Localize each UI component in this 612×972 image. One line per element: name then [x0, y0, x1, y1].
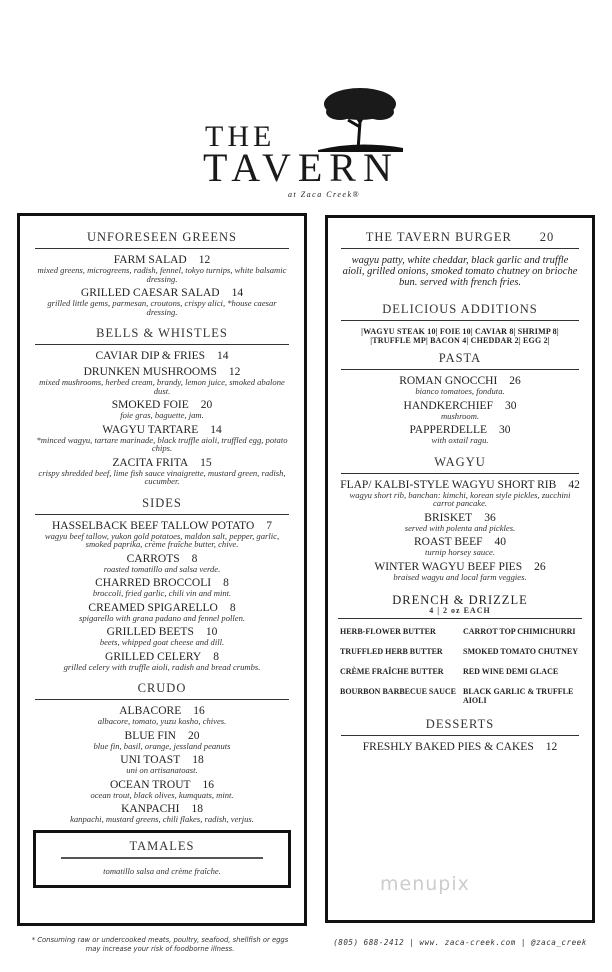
section-title: BELLS & WHISTLES	[35, 326, 289, 345]
item-name-row	[32, 521, 292, 532]
section-title: SIDES	[35, 496, 289, 515]
item-desc: mushroom.	[440, 410, 480, 421]
menu-item	[32, 578, 292, 598]
sauce-item: CRÈME FRAÎCHE BUTTER	[340, 667, 444, 676]
item-price: 30	[499, 424, 511, 436]
item-name: FARM SALAD	[113, 254, 187, 266]
item-desc: wagyu short rib, banchan: kimchi, korean style pickles, zucchini carrot pancake.	[349, 489, 571, 508]
menu-item	[338, 376, 582, 396]
item-name: CAVIAR DIP & FRIES	[95, 350, 206, 362]
item-name-row	[32, 780, 292, 791]
tamales-box	[33, 830, 291, 889]
sauce-item: RED WINE DEMI GLACE	[463, 667, 559, 676]
logo-the: THE	[205, 120, 276, 153]
menu-item	[338, 562, 582, 582]
logo	[200, 80, 400, 205]
section-title: WAGYU	[341, 455, 579, 474]
menu-item	[32, 521, 292, 549]
section-title: TAMALES	[61, 839, 263, 859]
item-desc: spigarello with grana padano and fennel pollen.	[78, 612, 246, 623]
menu-item	[32, 780, 292, 800]
item-name: OCEAN TROUT	[109, 778, 191, 791]
item-name: SMOKED FOIE	[111, 399, 189, 411]
item-name-row	[32, 603, 292, 614]
item-desc: served with polenta and pickles.	[404, 522, 516, 533]
section-title: CRUDO	[35, 681, 289, 700]
logo-subtitle: at Zaca Creek®	[288, 190, 361, 199]
item-desc: crispy shredded beef, lime fish sauce vinaigrette, mustard green, radish, cucumber.	[38, 467, 286, 486]
item-price: 15	[200, 456, 212, 469]
item-name: FRESHLY BAKED PIES & CAKES	[362, 741, 534, 753]
menu-item	[32, 554, 292, 574]
item-name-row	[338, 562, 582, 573]
footnote: * Consuming raw or undercooked meats, poultry, seafood, shellfish or eggs may increase your risk of foodborne illness.	[31, 936, 289, 953]
item-name: FLAP/ KALBI-STYLE WAGYU SHORT RIB	[340, 478, 557, 491]
section-bells-whistles	[32, 326, 292, 486]
item-desc: mixed mushrooms, herbed cream, brandy, lemon juice, smoked abalone dust.	[39, 377, 285, 396]
section-title: DESSERTS	[341, 717, 579, 736]
sauce-item: CARROT TOP CHIMICHURRI	[463, 627, 576, 636]
item-name: WAGYU TARTARE	[102, 423, 199, 436]
item-name-row	[338, 513, 582, 524]
item-desc: blue fin, basil, orange, jessland peanuts	[93, 740, 231, 751]
item-desc: bianco tomatoes, fonduta.	[415, 386, 505, 396]
item-name-row	[32, 554, 292, 565]
item-name: KANPACHI	[121, 803, 180, 815]
menu-item	[338, 513, 582, 533]
item-desc: braised wagyu and local farm veggies.	[393, 571, 527, 582]
item-desc: uni on artisanatoast.	[126, 765, 198, 775]
item-name: CREAMED SPIGARELLO	[88, 601, 218, 614]
item-price: 40	[494, 536, 506, 548]
item-price: 8	[229, 601, 236, 614]
menu-item	[32, 351, 292, 362]
item-name: BRISKET	[424, 511, 473, 524]
menu-item	[32, 652, 292, 672]
item-price: 26	[534, 560, 546, 573]
right-menu-panel	[325, 215, 595, 923]
menu-item	[32, 706, 292, 726]
item-name: UNI TOAST	[120, 754, 181, 766]
menu-item	[32, 804, 292, 824]
item-desc: grilled little gems, parmesan, croutons, crispy alici, *house caesar dressing.	[47, 298, 277, 317]
item-name: DRUNKEN MUSHROOMS	[83, 366, 217, 378]
item-desc: roasted tomatillo and salsa verde.	[103, 563, 221, 574]
sauce-item: SMOKED TOMATO CHUTNEY	[463, 647, 578, 656]
burger-price: 20	[539, 230, 555, 244]
item-price: 12	[198, 254, 211, 266]
item-name-row	[32, 731, 292, 742]
logo-tavern: TAVERN	[203, 145, 399, 190]
item-name: GRILLED BEETS	[106, 626, 194, 638]
section-burger	[338, 230, 582, 288]
item-name-row	[32, 652, 292, 663]
item-price: 20	[200, 399, 213, 411]
drench-subtitle: 4 | 2 oz EACH	[338, 606, 582, 619]
item-price: 14	[217, 350, 229, 362]
section-drench	[338, 593, 582, 705]
item-name: HANDKERCHIEF	[403, 399, 493, 412]
item-desc: mixed greens, microgreens, radish, fennel, tokyo turnips, white balsamic dressing.	[37, 265, 287, 284]
left-menu-panel	[17, 213, 307, 926]
item-price: 18	[191, 803, 203, 815]
section-title	[341, 230, 579, 249]
menu-item	[32, 425, 292, 453]
sauce-item: BOURBON BARBECUE SAUCE	[340, 687, 457, 696]
burger-title: THE TAVERN BURGER	[365, 230, 512, 244]
menu-item	[32, 627, 292, 647]
item-name: BLUE FIN	[124, 729, 176, 742]
item-name-row	[32, 351, 292, 362]
item-name-row	[338, 401, 582, 412]
sauce-item: BLACK GARLIC & TRUFFLE AIOLI	[463, 687, 574, 705]
item-desc: *minced wagyu, tartare marinade, black truffle aioli, truffled egg, potato chips.	[36, 434, 288, 453]
section-title: UNFORESEEN GREENS	[35, 230, 289, 249]
item-name: CHARRED BROCCOLI	[95, 577, 212, 589]
menu-item	[32, 367, 292, 395]
item-price: 7	[266, 519, 273, 532]
item-price: 16	[193, 705, 205, 717]
item-name: GRILLED CAESAR SALAD	[80, 287, 220, 299]
item-price: 8	[213, 650, 219, 663]
sauce-list	[338, 623, 582, 705]
section-title: PASTA	[341, 351, 579, 370]
section-sides	[32, 496, 292, 672]
item-name: ALBACORE	[119, 705, 182, 717]
sauce-item: TRUFFLED HERB BUTTER	[340, 647, 443, 656]
menu-item	[32, 603, 292, 623]
item-desc: broccoli, fried garlic, chili vin and mint.	[92, 588, 232, 598]
item-price: 12	[545, 741, 558, 753]
section-title: DRENCH & DRIZZLE	[392, 593, 528, 607]
additions-line: |WAGYU STEAK 10| FOIE 10| CAVIAR 8| SHRIMP 8|	[361, 327, 559, 336]
item-name: HASSELBACK BEEF TALLOW POTATO	[51, 519, 255, 532]
item-name: ROMAN GNOCCHI	[399, 375, 498, 387]
item-desc: kanpachi, mustard greens, chili flakes, radish, verjus.	[70, 814, 254, 824]
section-additions	[338, 302, 582, 345]
section-desserts	[338, 717, 582, 753]
menu-item	[32, 400, 292, 420]
item-desc: ocean trout, black olives, kumquats, mint.	[90, 789, 234, 800]
item-price: 8	[191, 552, 198, 565]
menu-item	[338, 480, 582, 508]
additions-line: |TRUFFLE MP| BACON 4| CHEDDAR 2| EGG 2|	[370, 336, 550, 345]
item-desc: tomatillo salsa and crème fraîche.	[103, 865, 221, 876]
item-price: 14	[231, 287, 244, 299]
item-name-row	[338, 480, 582, 491]
item-price: 26	[509, 375, 521, 387]
item-price: 8	[223, 577, 229, 589]
contact-info: (805) 688-2412 | www. zaca-creek.com | @zaca_creek	[333, 938, 587, 947]
item-desc: wagyu beef tallow, yukon gold potatoes, maldon salt, pepper, garlic, smoked paprika, crème fraîche butter, chive.	[44, 530, 280, 549]
item-desc: grilled celery with truffle aioli, radish and bread crumbs.	[63, 661, 261, 672]
section-pasta	[338, 351, 582, 445]
menu-item	[338, 742, 582, 753]
menu-item	[338, 537, 582, 557]
item-price: 36	[484, 511, 496, 524]
item-price: 16	[202, 778, 215, 791]
item-desc: albacore, tomato, yuzu kosho, chives.	[97, 716, 227, 726]
item-name: ZACITA FRITA	[112, 456, 189, 469]
item-name: PAPPERDELLE	[409, 424, 488, 436]
item-desc: foie gras, baguette, jam.	[120, 410, 204, 420]
item-name-row	[32, 458, 292, 469]
item-price: 30	[504, 399, 517, 412]
section-unforeseen-greens	[32, 230, 292, 316]
item-name: WINTER WAGYU BEEF PIES	[374, 560, 523, 573]
watermark: menupix	[380, 873, 470, 895]
item-price: 20	[187, 729, 200, 742]
item-price: 14	[210, 423, 222, 436]
menu-item	[32, 731, 292, 751]
item-price: 12	[228, 366, 241, 378]
item-price: 42	[568, 478, 580, 491]
menu-item	[32, 755, 292, 775]
item-name: CARROTS	[126, 552, 180, 565]
section-wagyu	[338, 455, 582, 582]
menu-item	[338, 401, 582, 421]
item-desc: beets, whipped goat cheese and dill.	[99, 637, 225, 647]
burger-desc: wagyu patty, white cheddar, black garlic and truffle aioli, grilled onions, smoked tomato chutney on brioche bun. served with french fries.	[342, 255, 578, 288]
tree-icon	[318, 82, 403, 152]
item-desc: turnip horsey sauce.	[425, 547, 495, 557]
menu-item	[32, 458, 292, 486]
item-name-row	[32, 425, 292, 436]
section-title: DELICIOUS ADDITIONS	[341, 302, 579, 321]
menu-item	[338, 425, 582, 445]
menu-item	[32, 288, 292, 316]
item-name: GRILLED CELERY	[105, 650, 202, 663]
item-price: 10	[205, 626, 218, 638]
menu-item	[32, 255, 292, 283]
item-name: ROAST BEEF	[414, 536, 483, 548]
item-desc: with oxtail ragu.	[431, 435, 489, 445]
item-price: 18	[192, 754, 204, 766]
section-crudo	[32, 681, 292, 824]
sauce-item: HERB-FLOWER BUTTER	[340, 627, 436, 636]
